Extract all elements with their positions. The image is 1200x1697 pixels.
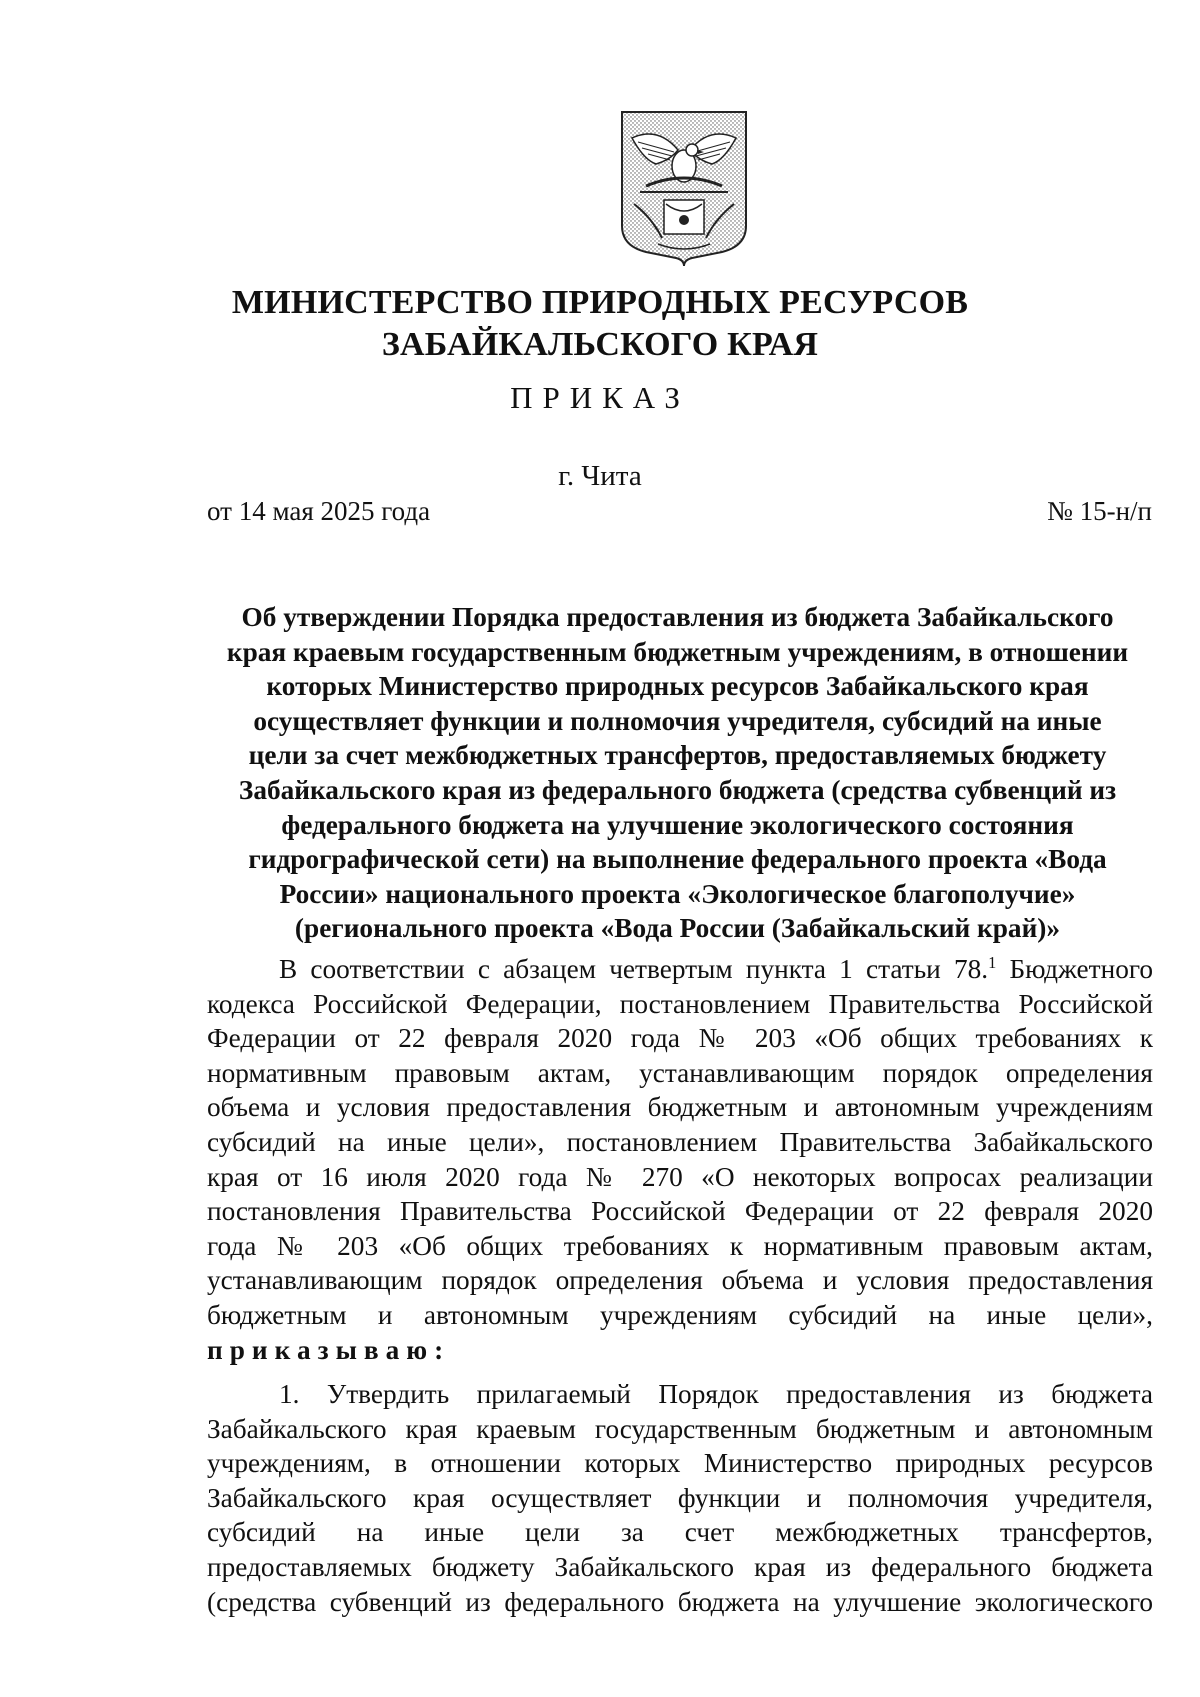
title-line: осуществляет функции и полномочия учредителя, субсидий на иные [253, 705, 1102, 736]
ministry-name-line1: МИНИСТЕРСТВО ПРИРОДНЫХ РЕСУРСОВ [231, 284, 969, 321]
item-line: предоставляемых бюджету Забайкальского края из федерального бюджета [207, 1551, 1153, 1582]
preamble-line: бюджетным и автономным учреждениям субсидий на иные цели», [207, 1299, 1153, 1330]
preamble-line: края от 16 июля 2020 года № 270 «О некоторых вопросах реализации [207, 1161, 1153, 1192]
title-line: которых Министерство природных ресурсов Забайкальского края [266, 671, 1089, 702]
title-line: Об утверждении Порядка предоставления из бюджета Забайкальского [241, 602, 1114, 632]
preamble-line: Федерации от 22 февраля 2020 года № 203 «Об общих требованиях к [207, 1023, 1153, 1054]
title-line: гидрографической сети) на выполнение федерального проекта «Вода [248, 844, 1107, 875]
item-line: учреждениям, в отношении которых Министерство природных ресурсов [207, 1448, 1153, 1479]
title-line: края краевым государственным бюджетным учреждениям, в отношении [226, 636, 1129, 667]
title-line: Забайкальского края из федерального бюджета (средства субвенций из [238, 774, 1117, 805]
preamble-first-line [207, 952, 1153, 987]
preamble-text: Бюджетного [996, 954, 1154, 984]
item-line: Забайкальского края осуществляет функции и полномочия учредителя, [207, 1482, 1153, 1513]
item-line: субсидий на иные цели за счет межбюджетных трансфертов, [207, 1517, 1153, 1548]
title-line: (регионального проекта «Вода России (Забайкальский край)» [294, 913, 1061, 944]
preamble-paragraph [207, 952, 1153, 1367]
document-date: от 14 мая 2025 года [207, 496, 431, 526]
superscript: 1 [988, 952, 997, 972]
ministry-name-line2: ЗАБАЙКАЛЬСКОГО КРАЯ [381, 326, 819, 363]
city: г. Чита [558, 460, 642, 492]
preamble-line: постановления Правительства Российской Федерации от 22 февраля 2020 [207, 1196, 1153, 1227]
preamble-line: нормативным правовым актам, устанавливающим порядок определения [207, 1057, 1153, 1088]
preamble-text: В соответствии с абзацем четвертым пункта 1 статьи 78. [279, 954, 989, 984]
document-type: ПРИКАЗ [510, 380, 690, 415]
item-line: 1. Утвердить прилагаемый Порядок предоставления из бюджета [279, 1379, 1153, 1409]
document-number: № 15-н/п [1047, 496, 1152, 526]
preamble-line: кодекса Российской Федерации, постановлением Правительства Российской [207, 988, 1153, 1019]
title-line: федерального бюджета на улучшение экологического состояния [281, 809, 1074, 840]
item-1-paragraph [207, 1377, 1153, 1619]
preamble-line: устанавливающим порядок определения объема и условия предоставления [207, 1265, 1153, 1296]
document-title [200, 600, 1155, 946]
item-line: Забайкальского края краевым государственным бюджетным и автономным [207, 1413, 1153, 1444]
order-word: приказываю: [207, 1334, 451, 1365]
coat-of-arms-icon [618, 108, 750, 268]
preamble-line: субсидий на иные цели», постановлением Правительства Забайкальского [207, 1126, 1153, 1157]
preamble-line: объема и условия предоставления бюджетным и автономным учреждениям [207, 1092, 1153, 1123]
title-line: России» национального проекта «Экологическое благополучие» [279, 878, 1076, 909]
item-line: (средства субвенций из федерального бюджета на улучшение экологического [207, 1586, 1153, 1617]
preamble-line: года № 203 «Об общих требованиях к нормативным правовым актам, [207, 1230, 1153, 1261]
title-line: цели за счет межбюджетных трансфертов, предоставляемых бюджету [248, 740, 1107, 771]
